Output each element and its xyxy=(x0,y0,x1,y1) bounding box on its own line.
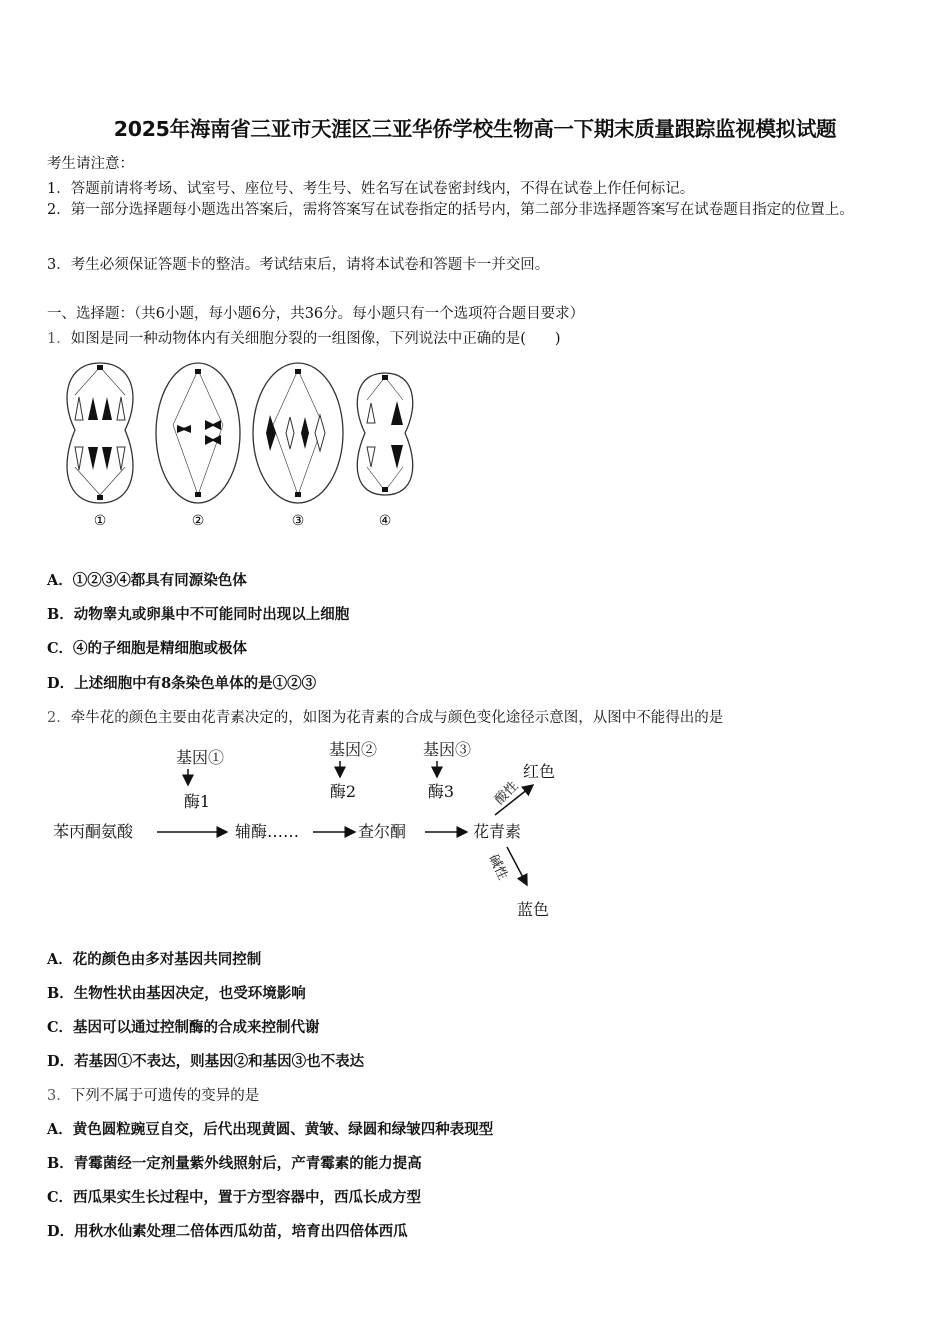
base-label: 碱性 xyxy=(485,852,510,883)
substrate-label: 苯丙酮氨酸 xyxy=(53,822,134,841)
q3-option-a: A．黄色圆粒豌豆自交，后代出现黄圆、黄皱、绿圆和绿皱四种表现型 xyxy=(47,1121,494,1138)
enzyme-3-label: 酶3 xyxy=(427,782,455,801)
q3-option-d: D．用秋水仙素处理二倍体西瓜幼苗，培育出四倍体西瓜 xyxy=(47,1223,408,1240)
figure-label-2: ② xyxy=(191,513,205,529)
cell-division-figure xyxy=(55,355,425,535)
q2-option-a: A．花的颜色由多对基因共同控制 xyxy=(47,951,262,968)
q1-option-a: A．①②③④都具有同源染色体 xyxy=(47,572,247,589)
intermediate-1-label: 辅酶…… xyxy=(235,822,300,841)
question-number: 2． xyxy=(47,710,71,726)
q2-option-d: D．若基因①不表达，则基因②和基因③也不表达 xyxy=(47,1053,365,1070)
question-1 xyxy=(47,327,561,348)
figure-label-1: ① xyxy=(93,513,107,529)
blue-color-label: 蓝色 xyxy=(517,900,550,919)
q3-option-c: C．西瓜果实生长过程中，置于方型容器中，西瓜长成方型 xyxy=(47,1189,422,1206)
question-number: 1． xyxy=(47,331,71,347)
q1-option-b: B．动物睾丸或卵巢中不可能同时出现以上细胞 xyxy=(47,606,350,623)
notice-item-2: 2．第一部分选择题每小题选出答案后，需将答案写在试卷指定的括号内，第二部分非选择题答案写在试卷题目指定的位置上。 xyxy=(47,202,854,218)
page-title: 2025年海南省三亚市天涯区三亚华侨学校生物高一下期末质量跟踪监视模拟试题 xyxy=(113,117,837,141)
q2-option-c: C．基因可以通过控制酶的合成来控制代谢 xyxy=(47,1019,320,1036)
enzyme-2-label: 酶2 xyxy=(329,782,357,801)
q2-option-b: B．生物性状由基因决定，也受环境影响 xyxy=(47,985,306,1002)
figure-label-4: ④ xyxy=(378,513,392,529)
question-text: 下列不属于可遗传的变异的是 xyxy=(70,1088,260,1104)
question-text: 如图是同一种动物体内有关细胞分裂的一组图像，下列说法中正确的是( ) xyxy=(70,331,561,347)
notice-item-3: 3．考生必须保证答题卡的整洁。考试结束后，请将本试卷和答题卡一并交回。 xyxy=(47,257,550,273)
acid-label: 酸性 xyxy=(492,778,522,808)
question-2 xyxy=(47,706,723,727)
q1-option-d: D．上述细胞中有8条染色单体的是①②③ xyxy=(47,675,317,692)
anthocyanin-pathway-diagram xyxy=(45,735,585,925)
gene-3-label: 基因③ xyxy=(422,740,472,759)
question-text: 牵牛花的颜色主要由花青素决定的，如图为花青素的合成与颜色变化途径示意图，从图中不能得出的是 xyxy=(70,710,724,726)
enzyme-1-label: 酶1 xyxy=(183,792,211,811)
product-label: 花青素 xyxy=(473,822,522,841)
intermediate-2-label: 查尔酮 xyxy=(358,822,407,841)
red-color-label: 红色 xyxy=(523,762,556,781)
question-number: 3． xyxy=(47,1088,71,1104)
q1-option-c: C．④的子细胞是精细胞或极体 xyxy=(47,640,248,657)
question-3 xyxy=(47,1084,259,1105)
gene-1-label: 基因① xyxy=(175,748,225,767)
gene-2-label: 基因② xyxy=(328,740,378,759)
q3-option-b: B．青霉菌经一定剂量紫外线照射后，产青霉素的能力提高 xyxy=(47,1155,422,1172)
notice-heading: 考生请注意： xyxy=(47,156,134,172)
notice-item-1: 1．答题前请将考场、试室号、座位号、考生号、姓名写在试卷密封线内，不得在试卷上作任何标记。 xyxy=(47,181,695,197)
section-heading: 一、选择题：（共6小题，每小题6分，共36分。每小题只有一个选项符合题目要求） xyxy=(47,306,585,322)
figure-label-3: ③ xyxy=(291,513,305,529)
